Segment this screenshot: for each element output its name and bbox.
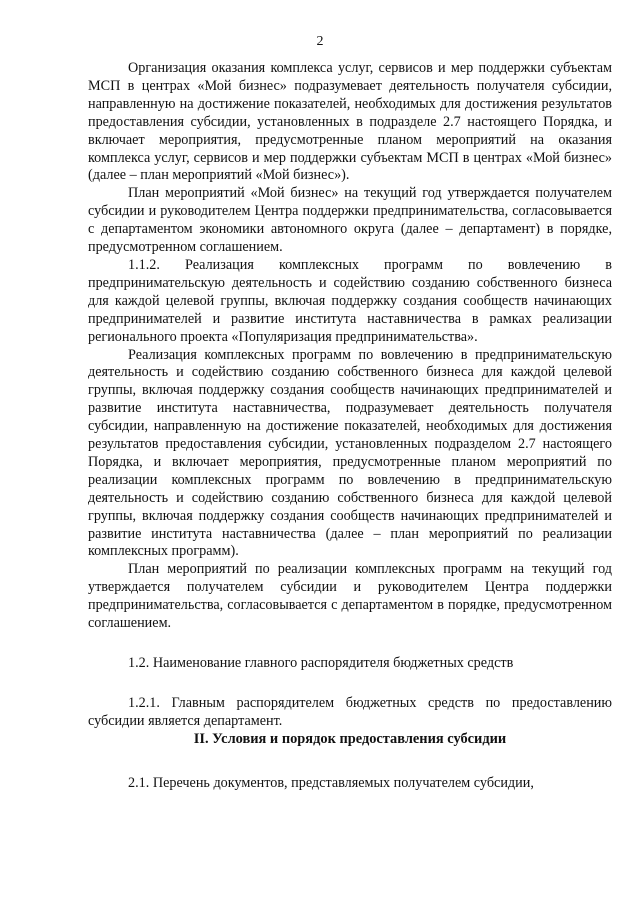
paragraph-complex-programs: Реализация комплексных программ по вовлечению в предпринимательскую деятельность и содействию созданию собственного бизнеса для каждой целевой группы, включая поддержку создания сообществ начинающих предпринимателей и развитие института наставничества, подразумевает деятельность получателя субсидии, направленную на достижение показателей, необходимых для достижения результатов предоставления субсидии, установленных подразделом 2.7 настоящего Порядка, и включает мероприятия, предусмотренные планом мероприятий по реализации комплексных программ по вовлечению в предпринимательскую деятельность и содействию созданию собственного бизнеса для каждой целевой группы, включая поддержку создания сообществ начинающих предпринимателей и развитие института наставничества (далее – план мероприятий по реализации комплексных программ). <box>88 346 612 560</box>
paragraph-1-2-1: 1.2.1. Главным распорядителем бюджетных средств по предоставлению субсидии является департамент. <box>88 694 612 729</box>
document-body <box>88 60 612 793</box>
paragraph-my-business-services: Организация оказания комплекса услуг, сервисов и мер поддержки субъектам МСП в центрах «Мой бизнес» подразумевает деятельность получателя субсидии, направленную на достижение показателей, необходимых для достижения результатов предоставления субсидии, установленных в подразделе 2.7 настоящего Порядка, и включает мероприятия, предусмотренные планом мероприятий на оказания комплекса услуг, сервисов и мер поддержки субъектам МСП в центрах «Мой бизнес» (далее – план мероприятий «Мой бизнес»). <box>88 60 612 184</box>
paragraph-1-1-2: 1.1.2. Реализация комплексных программ по вовлечению в предпринимательскую деятельность и содействию созданию собственного бизнеса для каждой целевой группы, включая поддержку создания сообществ начинающих предпринимателей и развитие института наставничества в рамках реализации регионального проекта «Популяризация предпринимательства». <box>88 256 612 345</box>
paragraph-2-1: 2.1. Перечень документов, представляемых получателем субсидии, <box>128 774 534 791</box>
paragraph-1-2: 1.2. Наименование главного распорядителя бюджетных средств <box>128 655 514 671</box>
paragraph-complex-programs-plan: План мероприятий по реализации комплексных программ на текущий год утверждается получателем субсидии и руководителем Центра поддержки предпринимательства, согласовывается с департаментом в порядке, предусмотренном соглашением. <box>88 561 612 632</box>
page-number: 2 <box>316 34 324 49</box>
section-heading: II. Условия и порядок предоставления субсидии <box>193 730 507 747</box>
paragraph-my-business-plan: План мероприятий «Мой бизнес» на текущий год утверждается получателем субсидии и руководителем Центра поддержки предпринимательства, согласовывается с департаментом экономики автономного округа (далее – департамент) в порядке, предусмотренном соглашением. <box>88 185 612 256</box>
